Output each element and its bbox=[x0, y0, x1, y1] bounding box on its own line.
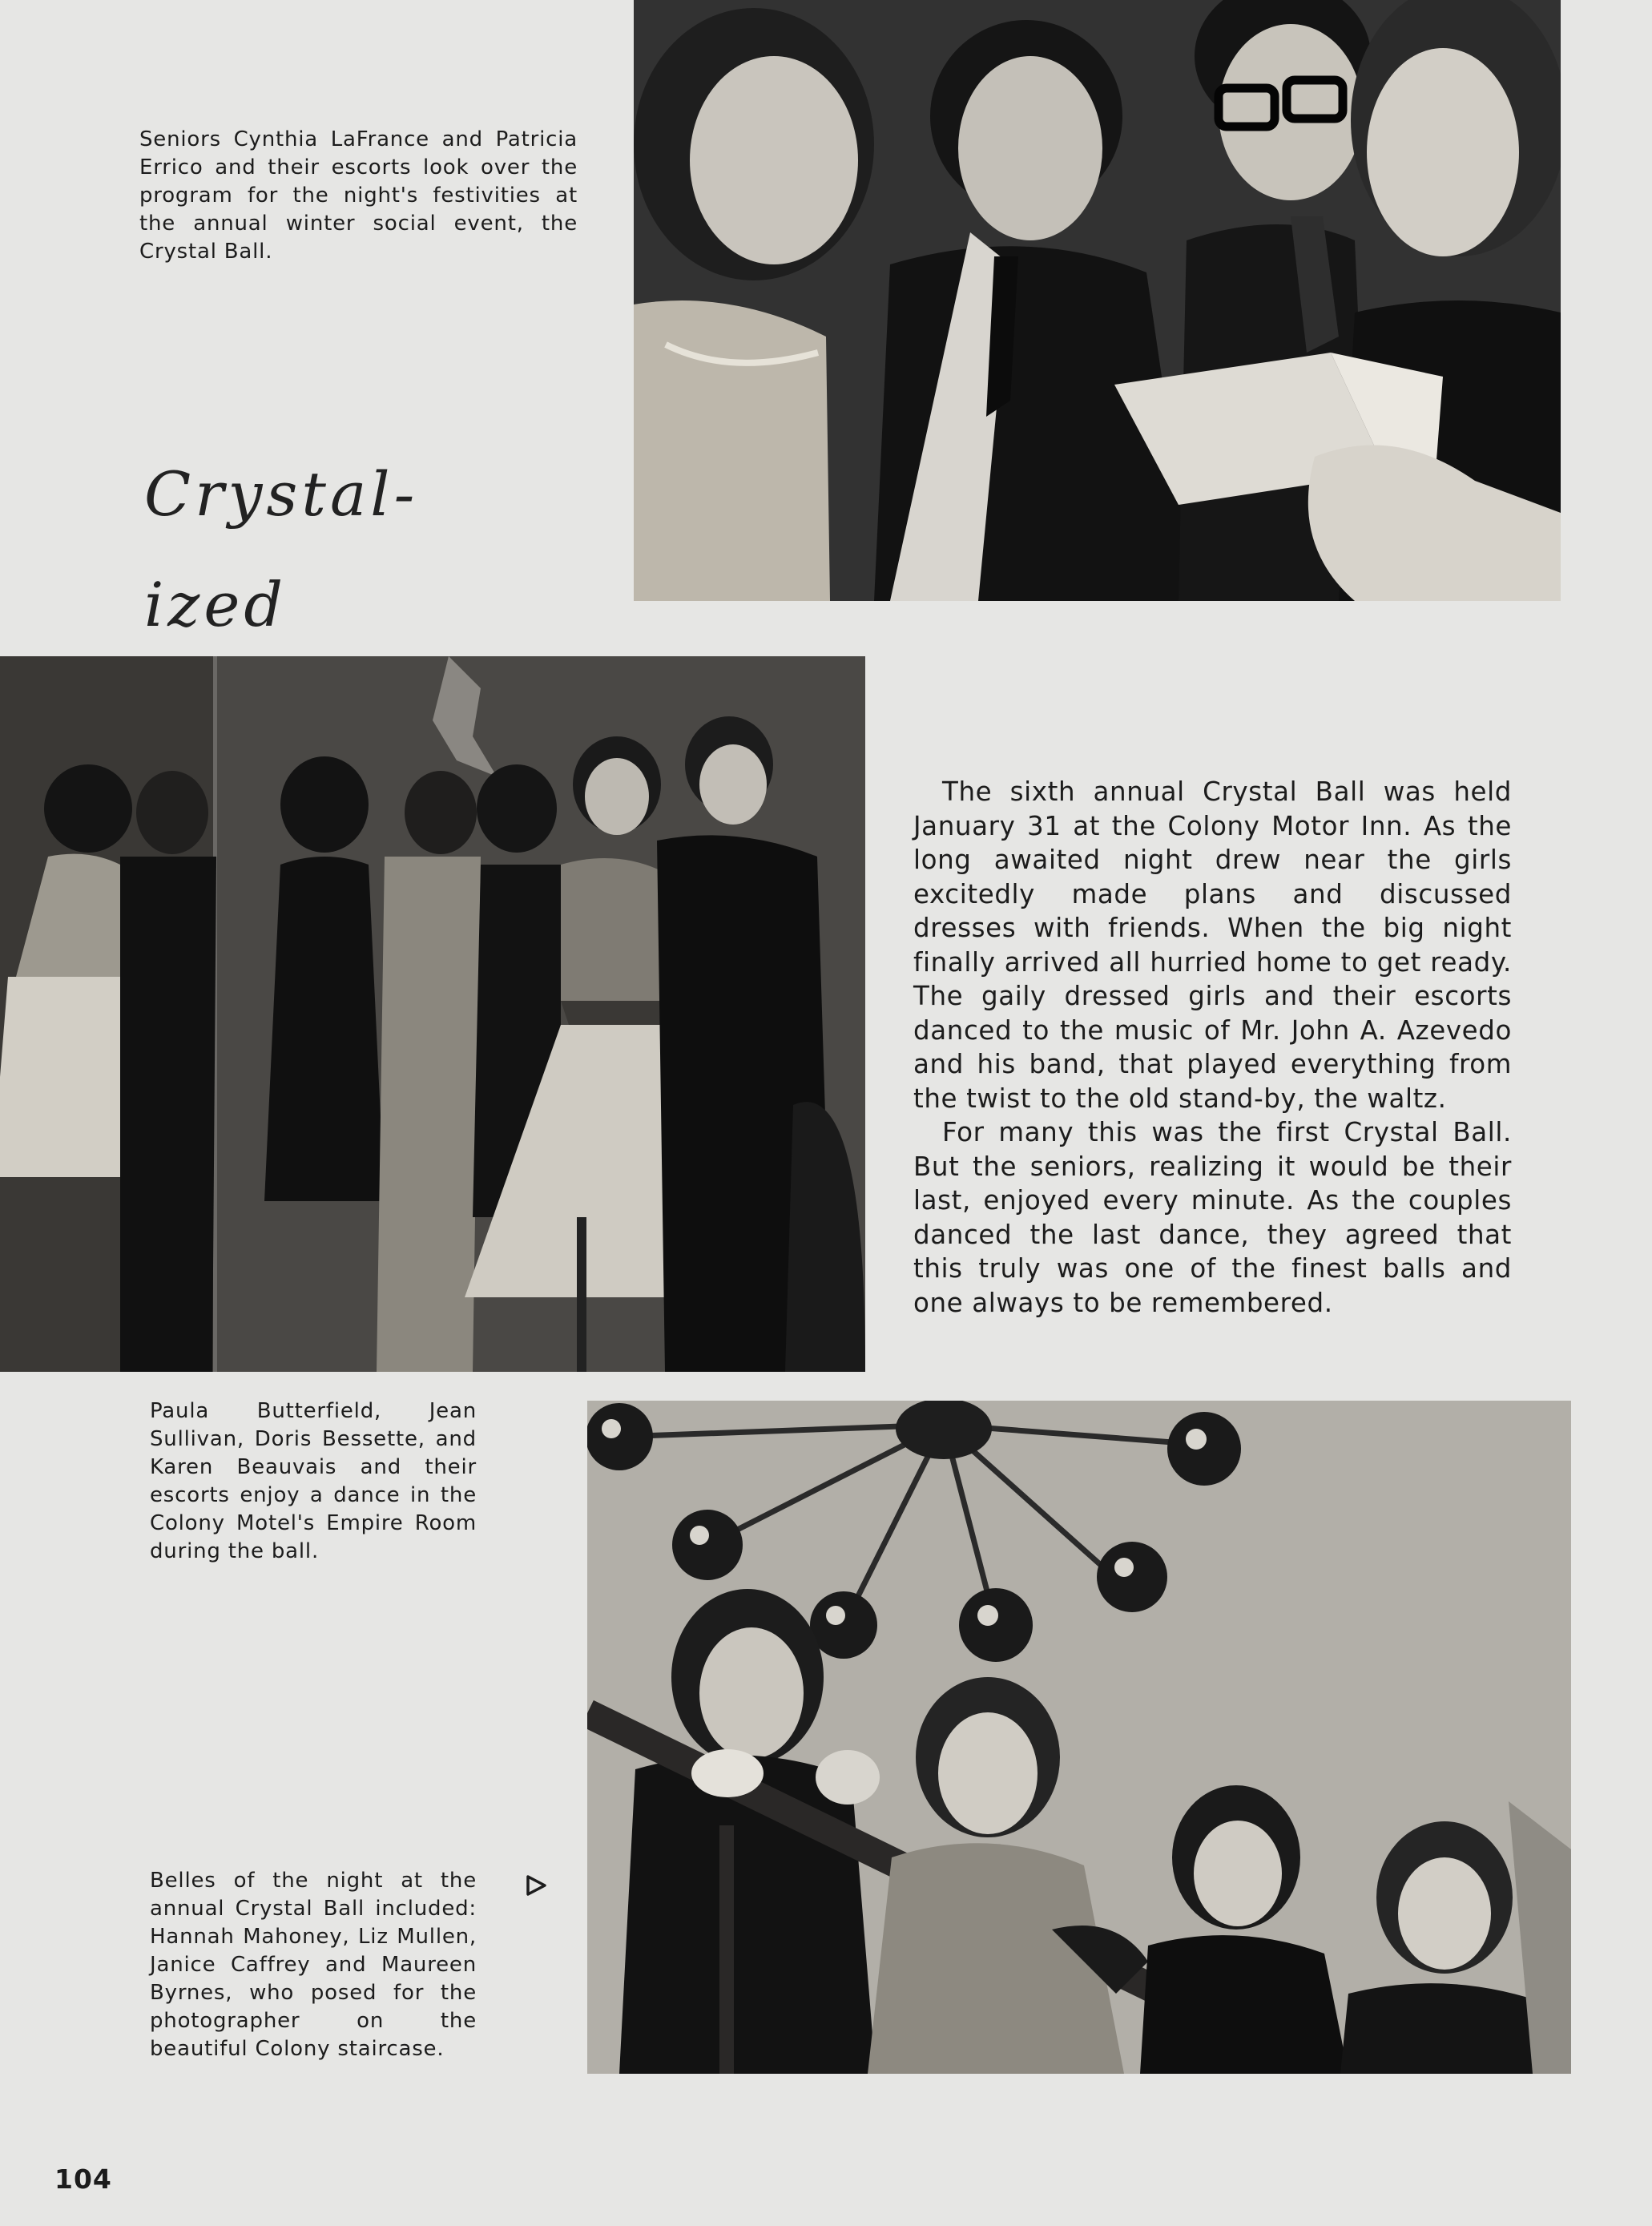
photo-couples-reading-program-image bbox=[634, 0, 1561, 601]
photo-couples-dancing bbox=[0, 656, 865, 1372]
photo-belles-on-staircase-image bbox=[587, 1401, 1571, 2074]
article-paragraph-1: The sixth annual Crystal Ball was held January 31 at the Colony Motor Inn. As the long awaited night drew near the girls excitedly made plans and discussed dresses with friends. When the big night finally arrived all hurried home to get ready. The gaily dressed girls and their escorts danced to the music of Mr. John A. Azevedo and his band, that played everything from the twist to the old stand-by, the waltz. bbox=[913, 776, 1512, 1114]
caption-couples-dancing: Paula Butterfield, Jean Sullivan, Doris Bessette, and Karen Beauvais and their escorts enjoy a dance in the Colony Motel's Empire Room during the ball. bbox=[150, 1399, 477, 1563]
triangle-right-outline-icon bbox=[524, 1873, 548, 1897]
page-number: 104 bbox=[54, 2163, 112, 2195]
caption-belles-on-staircase: Belles of the night at the annual Crystal Ball included: Hannah Mahoney, Liz Mullen, Janice Caffrey and Maureen Byrnes, who posed for the photographer on the beautiful Colony staircase. bbox=[150, 1869, 477, 2061]
photo-belles-on-staircase bbox=[587, 1401, 1571, 2074]
title-line-1: Crystal-ized bbox=[144, 458, 419, 640]
photo-couples-dancing-image bbox=[0, 656, 865, 1372]
photo-couples-reading-program bbox=[634, 0, 1561, 601]
article-paragraph-2: For many this was the first Crystal Ball. But the seniors, realizing it would be their last, enjoyed every minute. As the couples danced the last dance, they agreed that this truly was one of the finest balls and one always to be remembered. bbox=[913, 1117, 1512, 1318]
caption-couples-reading-program: Seniors Cynthia LaFrance and Patricia Errico and their escorts look over the program for the night's festivities at the annual winter social event, the Crystal Ball. bbox=[139, 127, 578, 264]
article-body bbox=[913, 775, 1512, 1320]
